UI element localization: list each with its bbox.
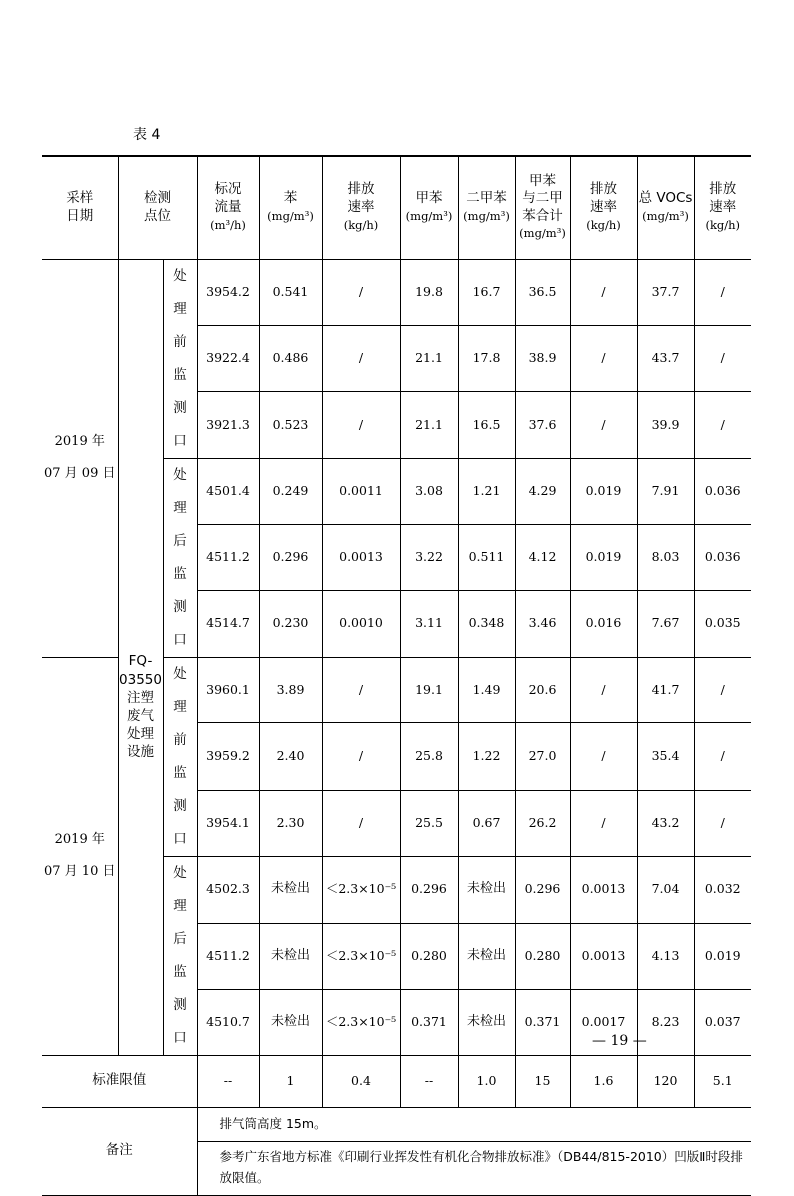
cell: 3921.3 [197, 392, 259, 458]
cell: 21.1 [400, 325, 458, 391]
cell: 1.49 [458, 657, 515, 723]
cell: 3960.1 [197, 657, 259, 723]
header-xylene: 二甲苯 (mg/m³) [458, 156, 515, 259]
header-rate-2: 排放 速率 (kg/h) [570, 156, 637, 259]
cell: 0.280 [400, 923, 458, 989]
cell: 25.8 [400, 723, 458, 790]
cell: / [570, 723, 637, 790]
cell: 0.541 [259, 259, 322, 325]
cell: 未检出 [458, 856, 515, 923]
cell: 15 [515, 1055, 570, 1107]
cell: / [322, 325, 400, 391]
cell: 4514.7 [197, 590, 259, 657]
cell: ＜2.3×10⁻⁵ [322, 856, 400, 923]
header-total-vocs: 总 VOCs (mg/m³) [637, 156, 694, 259]
cell: 3.46 [515, 590, 570, 657]
cell: 1.6 [570, 1055, 637, 1107]
cell: / [694, 657, 751, 723]
header-flow: 标况 流量 (m³/h) [197, 156, 259, 259]
cell: / [322, 259, 400, 325]
header-monitoring-point: 检测 点位 [118, 156, 197, 259]
cell: / [570, 790, 637, 856]
cell: 0.4 [322, 1055, 400, 1107]
phase-before-treatment: 处理前监测口 [163, 657, 197, 856]
cell: 36.5 [515, 259, 570, 325]
cell: 0.511 [458, 525, 515, 590]
phase-after-treatment: 处理后监测口 [163, 458, 197, 657]
cell: 0.296 [400, 856, 458, 923]
cell: 1.0 [458, 1055, 515, 1107]
cell: 35.4 [637, 723, 694, 790]
cell: / [322, 790, 400, 856]
cell: 未检出 [458, 923, 515, 989]
cell: 25.5 [400, 790, 458, 856]
cell: 21.1 [400, 392, 458, 458]
cell: 0.032 [694, 856, 751, 923]
cell: 未检出 [259, 923, 322, 989]
sampling-date-2: 2019 年 07 月 10 日 [42, 657, 118, 1055]
cell: 0.296 [515, 856, 570, 923]
cell: 未检出 [458, 989, 515, 1055]
cell: / [694, 723, 751, 790]
cell: 7.91 [637, 458, 694, 525]
cell: / [694, 259, 751, 325]
cell: / [322, 723, 400, 790]
cell: 0.0013 [322, 525, 400, 590]
cell: 4502.3 [197, 856, 259, 923]
cell: 未检出 [259, 989, 322, 1055]
phase-after-treatment: 处理后监测口 [163, 856, 197, 1055]
header-row [42, 156, 751, 259]
header-toluene: 甲苯 (mg/m³) [400, 156, 458, 259]
cell: -- [400, 1055, 458, 1107]
cell: / [322, 392, 400, 458]
cell: / [694, 325, 751, 391]
cell: 0.0013 [570, 923, 637, 989]
cell: 0.035 [694, 590, 751, 657]
standard-limit-row [42, 1055, 751, 1107]
cell: 16.7 [458, 259, 515, 325]
cell: 0.296 [259, 525, 322, 590]
monitoring-location: FQ- 03550 注塑 废气 处理 设施 [118, 259, 163, 1055]
cell: / [570, 657, 637, 723]
sampling-date-1: 2019 年 07 月 09 日 [42, 259, 118, 657]
cell: 4510.7 [197, 989, 259, 1055]
remark-reference-standard: 参考广东省地方标准《印刷行业挥发性有机化合物排放标准》（DB44/815-2010）凹版Ⅱ时段排放限值。 [197, 1141, 751, 1195]
cell: 0.371 [400, 989, 458, 1055]
cell: / [570, 392, 637, 458]
header-benzene: 苯 (mg/m³) [259, 156, 322, 259]
cell: 1.22 [458, 723, 515, 790]
header-rate-1: 排放 速率 (kg/h) [322, 156, 400, 259]
remarks-row [42, 1107, 751, 1141]
cell: 0.523 [259, 392, 322, 458]
cell: 17.8 [458, 325, 515, 391]
cell: ＜2.3×10⁻⁵ [322, 989, 400, 1055]
cell: 1 [259, 1055, 322, 1107]
cell: 8.03 [637, 525, 694, 590]
cell: 19.1 [400, 657, 458, 723]
cell: 0.036 [694, 525, 751, 590]
header-toluene-xylene-sum: 甲苯 与二甲 苯合计 (mg/m³) [515, 156, 570, 259]
cell: 38.9 [515, 325, 570, 391]
remark-stack-height: 排气筒高度 15m。 [197, 1107, 751, 1141]
cell: 0.019 [570, 525, 637, 590]
standard-limit-label: 标准限值 [42, 1055, 197, 1107]
header-sampling-date: 采样 日期 [42, 156, 118, 259]
cell: 4511.2 [197, 923, 259, 989]
cell: 未检出 [259, 856, 322, 923]
cell: 0.0017 [570, 989, 637, 1055]
cell: 3.22 [400, 525, 458, 590]
cell: 3.11 [400, 590, 458, 657]
cell: -- [197, 1055, 259, 1107]
cell: 41.7 [637, 657, 694, 723]
cell: 19.8 [400, 259, 458, 325]
cell: / [322, 657, 400, 723]
cell: 0.016 [570, 590, 637, 657]
cell: 0.019 [694, 923, 751, 989]
cell: 0.036 [694, 458, 751, 525]
cell: 3.08 [400, 458, 458, 525]
cell: 16.5 [458, 392, 515, 458]
cell: 4.29 [515, 458, 570, 525]
page-number: — 19 — [592, 1033, 647, 1049]
cell: 0.0013 [570, 856, 637, 923]
cell: 3.89 [259, 657, 322, 723]
cell: / [694, 790, 751, 856]
cell: 8.23 [637, 989, 694, 1055]
cell: 43.7 [637, 325, 694, 391]
cell: / [570, 259, 637, 325]
cell: 0.249 [259, 458, 322, 525]
cell: 0.037 [694, 989, 751, 1055]
cell: 26.2 [515, 790, 570, 856]
table-row [42, 259, 751, 325]
cell: 2.40 [259, 723, 322, 790]
cell: 0.280 [515, 923, 570, 989]
cell: ＜2.3×10⁻⁵ [322, 923, 400, 989]
cell: 0.019 [570, 458, 637, 525]
cell: 37.7 [637, 259, 694, 325]
cell: 3954.2 [197, 259, 259, 325]
cell: / [694, 392, 751, 458]
cell: 4511.2 [197, 525, 259, 590]
cell: 5.1 [694, 1055, 751, 1107]
cell: 7.67 [637, 590, 694, 657]
cell: 4.13 [637, 923, 694, 989]
cell: 3954.1 [197, 790, 259, 856]
cell: 43.2 [637, 790, 694, 856]
cell: / [570, 325, 637, 391]
cell: 27.0 [515, 723, 570, 790]
cell: 4501.4 [197, 458, 259, 525]
cell: 1.21 [458, 458, 515, 525]
cell: 3922.4 [197, 325, 259, 391]
remarks-label: 备注 [42, 1107, 197, 1195]
phase-before-treatment: 处理前监测口 [163, 259, 197, 458]
cell: 4.12 [515, 525, 570, 590]
cell: 2.30 [259, 790, 322, 856]
cell: 0.230 [259, 590, 322, 657]
cell: 3959.2 [197, 723, 259, 790]
cell: 7.04 [637, 856, 694, 923]
cell: 39.9 [637, 392, 694, 458]
cell: 37.6 [515, 392, 570, 458]
cell: 0.67 [458, 790, 515, 856]
table-label: 表 4 [133, 127, 161, 143]
cell: 0.486 [259, 325, 322, 391]
cell: 0.0011 [322, 458, 400, 525]
cell: 0.0010 [322, 590, 400, 657]
cell: 120 [637, 1055, 694, 1107]
header-rate-3: 排放 速率 (kg/h) [694, 156, 751, 259]
cell: 20.6 [515, 657, 570, 723]
cell: 0.348 [458, 590, 515, 657]
cell: 0.371 [515, 989, 570, 1055]
